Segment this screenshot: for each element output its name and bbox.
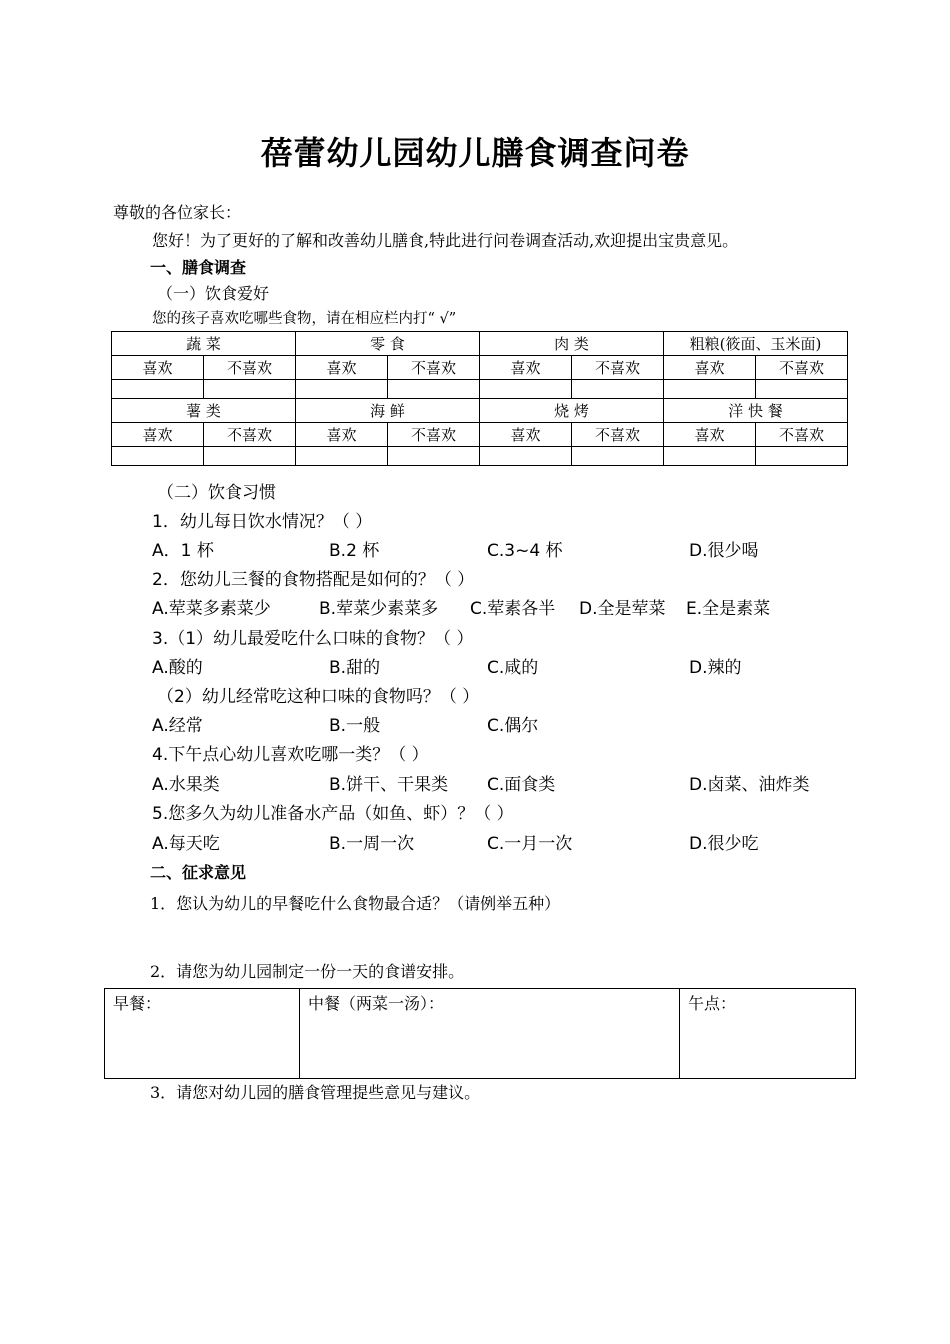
opinion-question-1: 1．您认为幼儿的早餐吃什么食物最合适？（请例举五种） [150, 894, 561, 913]
dislike-label: 不喜欢 [204, 423, 296, 447]
category-tuber: 薯 类 [112, 399, 296, 423]
opinion-question-3: 3．请您对幼儿园的膳食管理提些意见与建议。 [150, 1083, 481, 1102]
q3b-option-b[interactable]: B.一般 [329, 716, 381, 736]
question-1: 1．幼儿每日饮水情况？（ ） [152, 512, 373, 532]
part2-heading: （二）饮食习惯 [157, 483, 276, 503]
q2-option-b[interactable]: B.荤菜少素菜多 [319, 599, 439, 619]
answer-cell[interactable] [572, 447, 664, 466]
q4-option-b[interactable]: B.饼干、干果类 [329, 775, 449, 795]
q3b-option-a[interactable]: A.经常 [152, 716, 203, 736]
answer-cell[interactable] [112, 447, 204, 466]
daily-menu-table [104, 988, 856, 1079]
q5-option-b[interactable]: B.一周一次 [329, 834, 415, 854]
answer-row [112, 447, 848, 466]
answer-cell[interactable] [756, 447, 848, 466]
answer-cell[interactable] [296, 380, 388, 399]
q4-option-c[interactable]: C.面食类 [487, 775, 556, 795]
question-3: 3.（1）幼儿最爱吃什么口味的食物？（ ） [152, 629, 474, 649]
dislike-label: 不喜欢 [572, 356, 664, 380]
dislike-label: 不喜欢 [756, 356, 848, 380]
q3-option-a[interactable]: A.酸的 [152, 658, 203, 678]
like-label: 喜欢 [296, 423, 388, 447]
greeting: 尊敬的各位家长： [113, 203, 242, 222]
intro-text: 您好！为了更好的了解和改善幼儿膳食,特此进行问卷调查活动,欢迎提出宝贵意见。 [152, 231, 739, 250]
category-meat: 肉 类 [480, 332, 664, 356]
dislike-label: 不喜欢 [204, 356, 296, 380]
q5-option-d[interactable]: D.很少吃 [689, 834, 759, 854]
lunch-label: 中餐（两菜一汤）： [308, 994, 445, 1013]
q5-option-a[interactable]: A.每天吃 [152, 834, 220, 854]
question-4: 4.下午点心幼儿喜欢吃哪一类？（ ） [152, 745, 429, 765]
q1-option-b[interactable]: B.2 杯 [329, 541, 380, 561]
lunch-cell[interactable] [300, 989, 680, 1079]
answer-cell[interactable] [664, 447, 756, 466]
q4-option-d[interactable]: D.卤菜、油炸类 [689, 775, 810, 795]
like-label: 喜欢 [664, 356, 756, 380]
like-label: 喜欢 [112, 356, 204, 380]
answer-cell[interactable] [388, 447, 480, 466]
q5-option-c[interactable]: C.一月一次 [487, 834, 573, 854]
q3-option-b[interactable]: B.甜的 [329, 658, 381, 678]
category-bbq: 烧 烤 [480, 399, 664, 423]
dislike-label: 不喜欢 [388, 423, 480, 447]
part1-heading: （一）饮食爱好 [157, 284, 270, 303]
answer-cell[interactable] [480, 380, 572, 399]
like-label: 喜欢 [480, 356, 572, 380]
category-seafood: 海 鲜 [296, 399, 480, 423]
category-row [112, 332, 848, 356]
breakfast-cell[interactable] [105, 989, 300, 1079]
question-3-part-2: （2）幼儿经常吃这种口味的食物吗？（ ） [157, 687, 480, 707]
food-preference-table [111, 331, 848, 466]
page-title: 蓓蕾幼儿园幼儿膳食调查问卷 [260, 134, 690, 172]
answer-cell[interactable] [664, 380, 756, 399]
answer-cell[interactable] [388, 380, 480, 399]
q2-option-c[interactable]: C.荤素各半 [470, 599, 556, 619]
like-header-row [112, 356, 848, 380]
like-label: 喜欢 [112, 423, 204, 447]
q1-option-c[interactable]: C.3~4 杯 [487, 541, 563, 561]
part1-instruction: 您的孩子喜欢吃哪些食物，请在相应栏内打“ √” [152, 311, 457, 327]
dislike-label: 不喜欢 [756, 423, 848, 447]
category-row [112, 399, 848, 423]
dislike-label: 不喜欢 [388, 356, 480, 380]
category-vegetable: 蔬 菜 [112, 332, 296, 356]
category-fastfood: 洋 快 餐 [664, 399, 848, 423]
snack-label: 午点： [688, 994, 737, 1013]
section2-heading: 二、征求意见 [150, 863, 247, 882]
like-header-row [112, 423, 848, 447]
section1-heading: 一、膳食调查 [150, 258, 247, 277]
answer-row [112, 380, 848, 399]
q2-option-a[interactable]: A.荤菜多素菜少 [152, 599, 271, 619]
answer-cell[interactable] [204, 447, 296, 466]
opinion-question-2: 2．请您为幼儿园制定一份一天的食谱安排。 [150, 962, 465, 981]
q3-option-c[interactable]: C.咸的 [487, 658, 539, 678]
q1-option-a[interactable]: A．1 杯 [152, 541, 214, 561]
q3-option-d[interactable]: D.辣的 [689, 658, 742, 678]
answer-cell[interactable] [756, 380, 848, 399]
snack-cell[interactable] [680, 989, 856, 1079]
like-label: 喜欢 [480, 423, 572, 447]
category-snack: 零 食 [296, 332, 480, 356]
answer-cell[interactable] [296, 447, 388, 466]
like-label: 喜欢 [296, 356, 388, 380]
q2-option-e[interactable]: E.全是素菜 [686, 599, 771, 619]
like-label: 喜欢 [664, 423, 756, 447]
question-5: 5.您多久为幼儿准备水产品（如鱼、虾）？（ ） [152, 804, 514, 824]
category-grain: 粗粮(筱面、玉米面) [664, 332, 848, 356]
q1-option-d[interactable]: D.很少喝 [689, 541, 759, 561]
q4-option-a[interactable]: A.水果类 [152, 775, 220, 795]
q2-option-d[interactable]: D.全是荤菜 [579, 599, 666, 619]
answer-cell[interactable] [480, 447, 572, 466]
dislike-label: 不喜欢 [572, 423, 664, 447]
question-2: 2．您幼儿三餐的食物搭配是如何的？（ ） [152, 570, 475, 590]
answer-cell[interactable] [572, 380, 664, 399]
answer-cell[interactable] [204, 380, 296, 399]
breakfast-label: 早餐： [113, 994, 162, 1013]
answer-cell[interactable] [112, 380, 204, 399]
q3b-option-c[interactable]: C.偶尔 [487, 716, 539, 736]
